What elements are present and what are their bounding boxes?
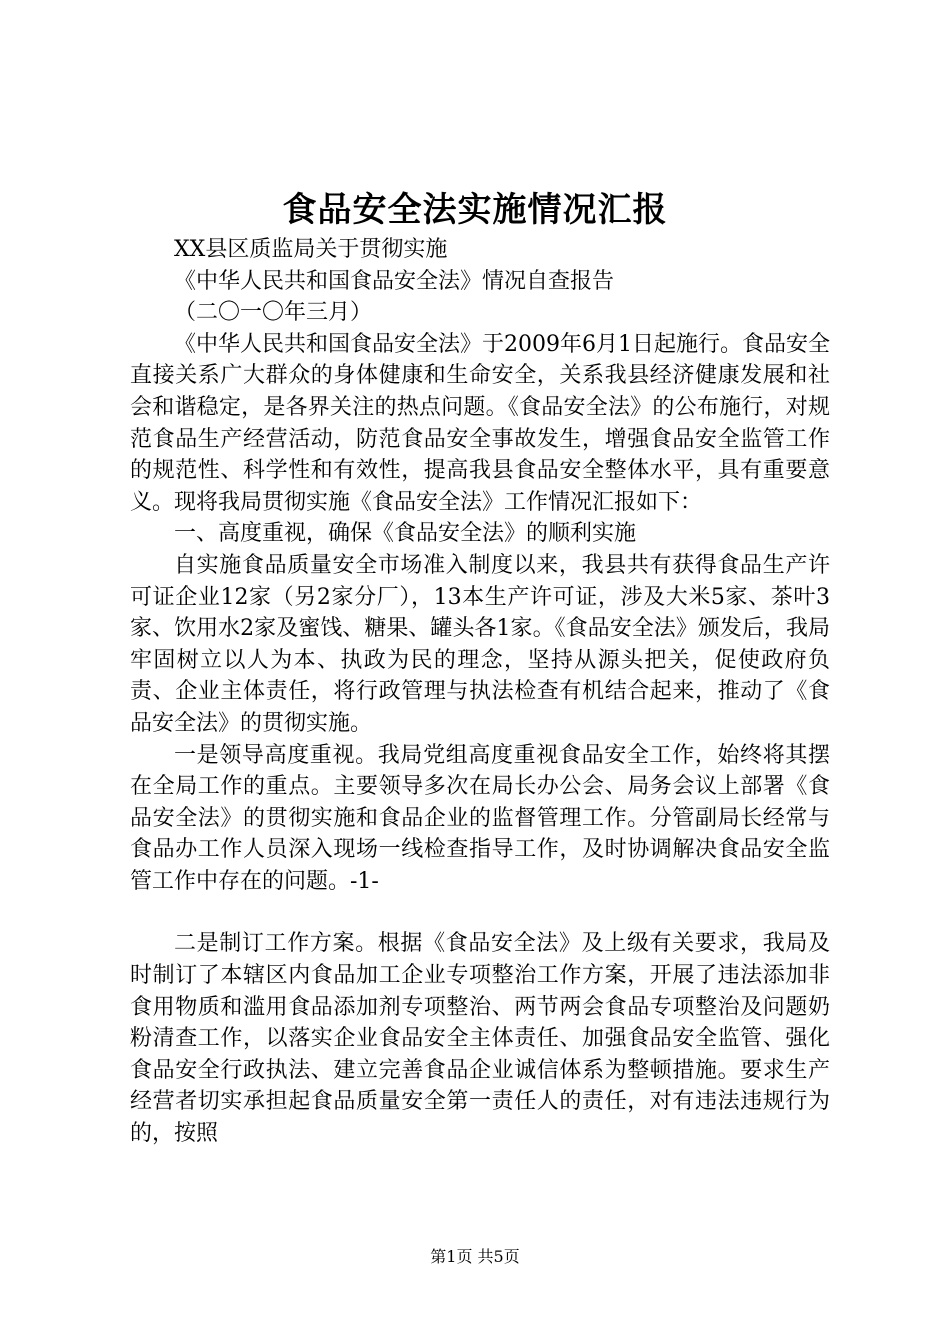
paragraph: （二〇一〇年三月）	[174, 300, 373, 326]
paragraph: 《中华人民共和国食品安全法》情况自查报告	[174, 268, 615, 294]
document-body	[130, 234, 830, 1150]
page-footer: 第1页 共5页	[430, 1247, 520, 1266]
document-title: 食品安全法实施情况汇报	[282, 190, 668, 230]
page-break-gap	[130, 897, 830, 928]
paragraph: 《中华人民共和国食品安全法》于2009年6月1日起施行。食品安全直接关系广大群众的身体健康和生命安全，关系我县经济健康发展和社会和谐稳定，是各界关注的热点问题。《食品安全法》的公布施行，对规范食品生产经营活动，防范食品安全事故发生，增强食品安全监管工作的规范性、科学性和有效性，提高我县食品安全整体水平，具有重要意义。现将我局贯彻实施《食品安全法》工作情况汇报如下：	[130, 331, 830, 515]
paragraph: 一是领导高度重视。我局党组高度重视食品安全工作，始终将其摆在全局工作的重点。主要领导多次在局长办公会、局务会议上部署《食品安全法》的贯彻实施和食品企业的监督管理工作。分管副局长经常与食品办工作人员深入现场一线检查指导工作，及时协调解决食品安全监管工作中存在的问题。-1-	[130, 742, 830, 894]
section-heading: 一、高度重视，确保《食品安全法》的顺利实施	[174, 521, 637, 547]
paragraph: XX县区质监局关于贯彻实施	[174, 237, 448, 262]
paragraph: 二是制订工作方案。根据《食品安全法》及上级有关要求，我局及时制订了本辖区内食品加工企业专项整治工作方案，开展了违法添加非食用物质和滥用食品添加剂专项整治、两节两会食品专项整治及问题奶粉清查工作，以落实企业食品安全主体责任、加强食品安全监管、强化食品安全行政执法、建立完善食品企业诚信体系为整顿措施。要求生产经营者切实承担起食品质量安全第一责任人的责任，对有违法违规行为的，按照	[130, 931, 830, 1147]
paragraph: 自实施食品质量安全市场准入制度以来，我县共有获得食品生产许可证企业12家（另2家分厂），13本生产许可证，涉及大米5家、茶叶3家、饮用水2家及蜜饯、糖果、罐头各1家。《食品安全法》颁发后，我局牢固树立以人为本、执政为民的理念，坚持从源头把关，促使政府负责、企业主体责任，将行政管理与执法检查有机结合起来，推动了《食品安全法》的贯彻实施。	[130, 552, 830, 736]
